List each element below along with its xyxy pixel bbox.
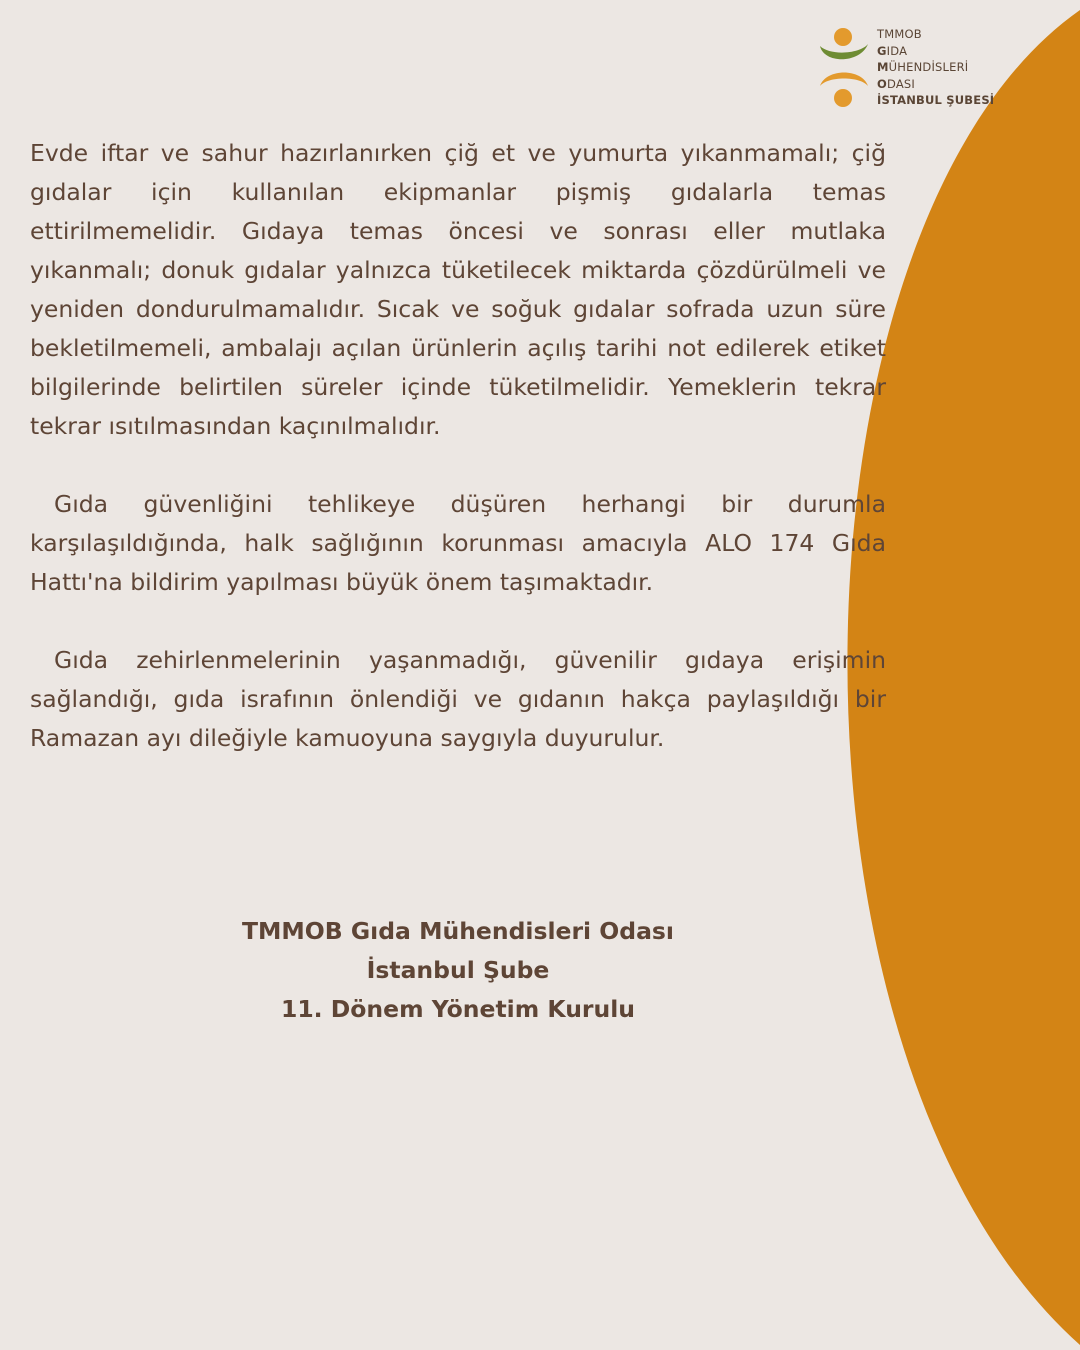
paragraph-alo-174-hotline: Gıda güvenliğini tehlikeye düşüren herhangi bir durumla karşılaşıldığında, halk sağlığının korunması amacıyla ALO 174 Gıda Hattı'na bildirim yapılması büyük önem taşımaktadır. [30, 490, 886, 596]
logo-line-5: İSTANBUL ŞUBESİ [877, 93, 995, 107]
organization-logo-mark-icon [816, 26, 872, 108]
logo-line-2: GIDA [877, 43, 908, 58]
logo-line-1: TMMOB [877, 27, 922, 41]
logo-line-4: ODASI [877, 76, 915, 91]
organization-logo [816, 22, 996, 112]
logo-line-3: MÜHENDİSLERİ [877, 60, 969, 74]
signature-block [30, 912, 886, 1029]
signature-branch: İstanbul Şube [366, 956, 550, 984]
paragraph-ramadan-wishes: Gıda zehirlenmelerinin yaşanmadığı, güvenilir gıdaya erişimin sağlandığı, gıda israfının önlendiği ve gıdanın hakça paylaşıldığı bir Ramazan ayı dileğiyle kamuoyuna saygıyla duyurulur. [30, 646, 886, 752]
paragraph-food-safety-tips: Evde iftar ve sahur hazırlanırken çiğ et ve yumurta yıkanmamalı; çiğ gıdalar için kullanılan ekipmanlar pişmiş gıdalarla temas ettirilmemelidir. Gıdaya temas öncesi ve sonrası eller mutlaka yıkanmalı; donuk gıdalar yalnızca tüketilecek miktarda çözdürülmeli ve yeniden dondurulmamalıdır. Sıcak ve soğuk gıdalar sofrada uzun süre bekletilmemeli, ambalajı açılan ürünlerin açılış tarihi not edilerek etiket bilgilerinde belirtilen süreler içinde tüketilmelidir. Yemeklerin tekrar tekrar ısıtılmasından kaçınılmalıdır. [30, 139, 886, 440]
signature-board: 11. Dönem Yönetim Kurulu [280, 995, 636, 1023]
signature-organization: TMMOB Gıda Mühendisleri Odası [242, 917, 674, 945]
announcement-body [30, 134, 886, 758]
organization-logo-text [877, 26, 994, 109]
